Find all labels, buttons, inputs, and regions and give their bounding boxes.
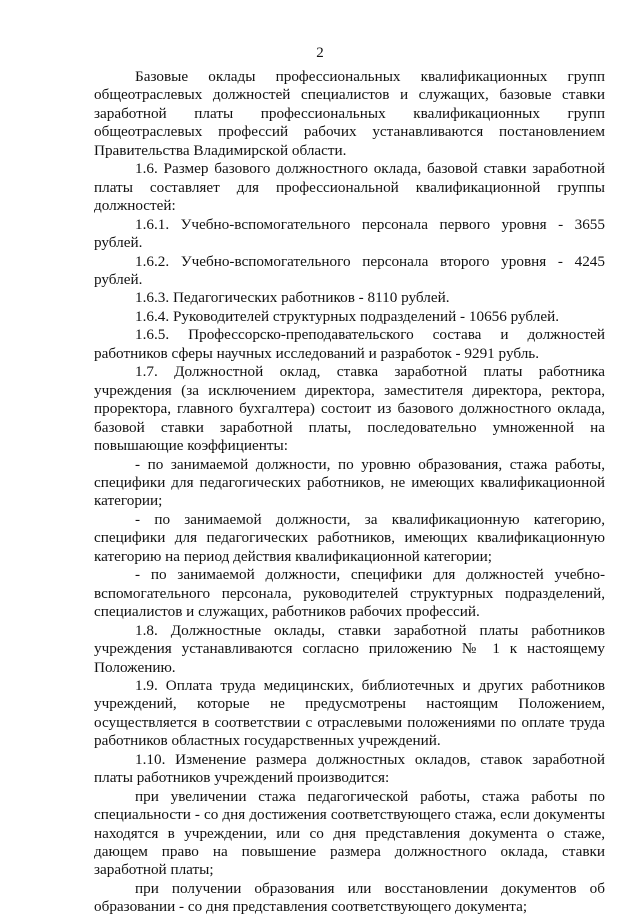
document-body [94,68,605,917]
paragraph-seniority-change: при увеличении стажа педагогической работы, стажа работы по специальности - со дня достижения соответствующего стажа, если документы находятся в учреждении, или со дня представления документа о стаже, дающем право на повышение размера должностного оклада, ставки заработной платы; [94,787,605,879]
paragraph-1-6-2: 1.6.2. Учебно-вспомогательного персонала второго уровня - 4245 рублей. [94,252,605,288]
paragraph-1-9: 1.9. Оплата труда медицинских, библиотечных и других работников учреждений, которые не предусмотрены настоящим Положением, осуществляется в соответствии с отраслевыми положениями по оплате труда работников областных государственных учреждений. [94,676,605,750]
list-item-coefficient-1: - по занимаемой должности, по уровню образования, стажа работы, специфики для педагогических работников, не имеющих квалификационной категории; [94,455,605,510]
paragraph-1-6-4: 1.6.4. Руководителей структурных подразделений - 10656 рублей. [135,307,560,325]
paragraph-1-6-1: 1.6.1. Учебно-вспомогательного персонала первого уровня - 3655 рублей. [94,215,605,252]
paragraph-1-8: 1.8. Должностные оклады, ставки заработной платы работников учреждения устанавливаются согласно приложению № 1 к настоящему Положению. [94,621,605,676]
list-item-coefficient-2: - по занимаемой должности, за квалификационную категорию, специфики для педагогических работников, имеющих квалификационную категорию на период действия квалификационной категории; [94,510,605,565]
list-item-coefficient-3: - по занимаемой должности, специфики для должностей учебно-вспомогательного персонала, руководителей структурных подразделений, специалистов и служащих, работников рабочих профессий. [94,566,605,621]
paragraph-1-10: 1.10. Изменение размера должностных окладов, ставок заработной платы работников учреждений производится: [94,750,605,787]
paragraph-1-6: 1.6. Размер базового должностного оклада, базовой ставки заработной платы составляет для профессиональной квалификационной группы должностей: [94,160,605,215]
paragraph-1-6-3: 1.6.3. Педагогических работников - 8110 рублей. [135,289,450,307]
paragraph-1-7: 1.7. Должностной оклад, ставка заработной платы работника учреждения (за исключением директора, заместителя директора, ректора, проректора, главного бухгалтера) состоит из базового должностного оклада, базовой ставки заработной платы, последовательно умноженной на повышающие коэффициенты: [94,363,605,455]
paragraph-education-change: при получении образования или восстановлении документов об образовании - со дня представления соответствующего документа; [94,879,605,916]
paragraph-1-6-5: 1.6.5. Профессорско-преподавательского состава и должностей работников сферы научных исследований и разработок - 9291 рубль. [94,326,605,362]
page-number: 2 [316,45,324,61]
paragraph-base-salaries: Базовые оклады профессиональных квалификационных групп общеотраслевых должностей специалистов и служащих, базовые ставки заработной платы профессиональных квалификационных групп общеотраслевых профессий рабочих устанавливаются постановлением Правительства Владимирской области. [94,68,605,159]
